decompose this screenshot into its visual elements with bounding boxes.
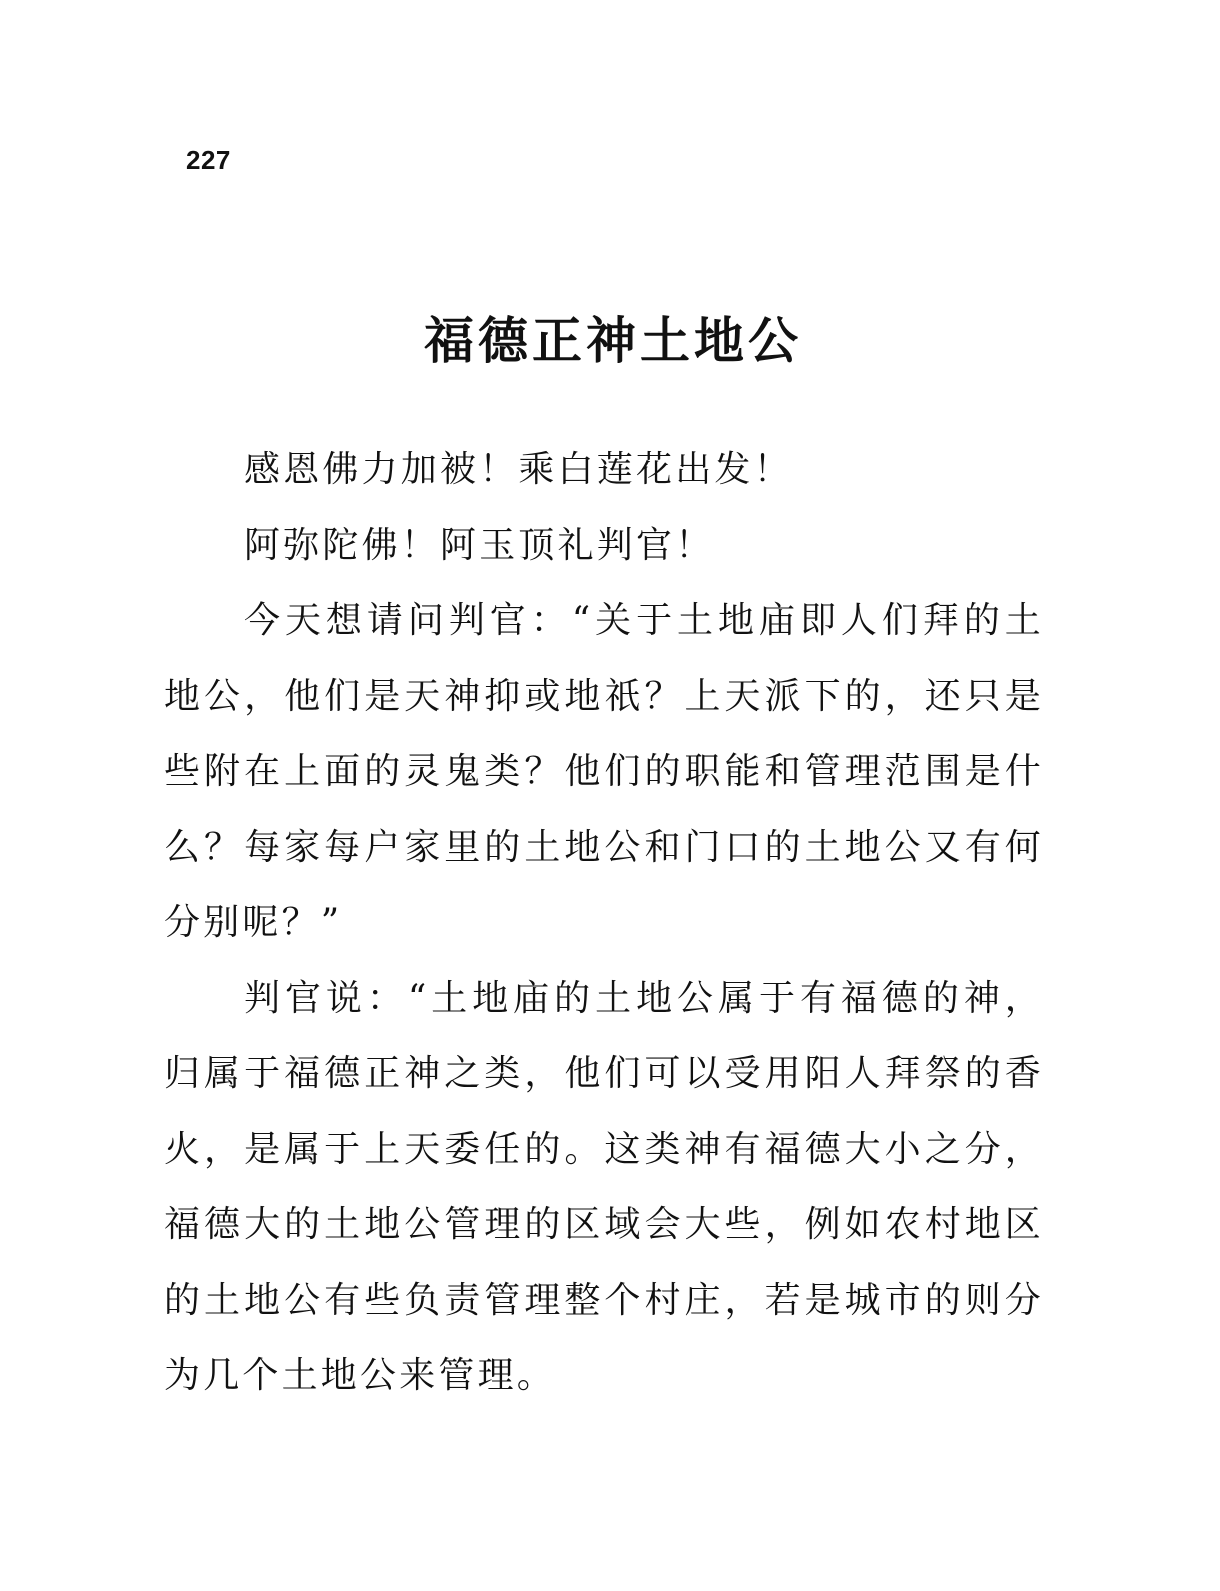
article-body [164, 432, 1044, 1414]
page-number: 227 [186, 145, 231, 175]
paragraph: 阿弥陀佛！阿玉顶礼判官！ [244, 524, 715, 566]
paragraph: 感恩佛力加被！乘白莲花出发！ [244, 449, 793, 490]
page-title: 福德正神土地公 [424, 311, 802, 370]
paragraph: 今天想请问判官：“关于土地庙即人们拜的土地公，他们是天神抑或地祇？上天派下的，还只是些附在上面的灵鬼类？他们的职能和管理范围是什么？每家每户家里的土地公和门口的土地公又有何分别呢？” [164, 600, 1044, 943]
paragraph: 判官说：“土地庙的土地公属于有福德的神，归属于福德正神之类，他们可以受用阳人拜祭的香火，是属于上天委任的。这类神有福德大小之分，福德大的土地公管理的区域会大些，例如农村地区的土地公有些负责管理整个村庄，若是城市的则分为几个土地公来管理。 [164, 977, 1044, 1396]
